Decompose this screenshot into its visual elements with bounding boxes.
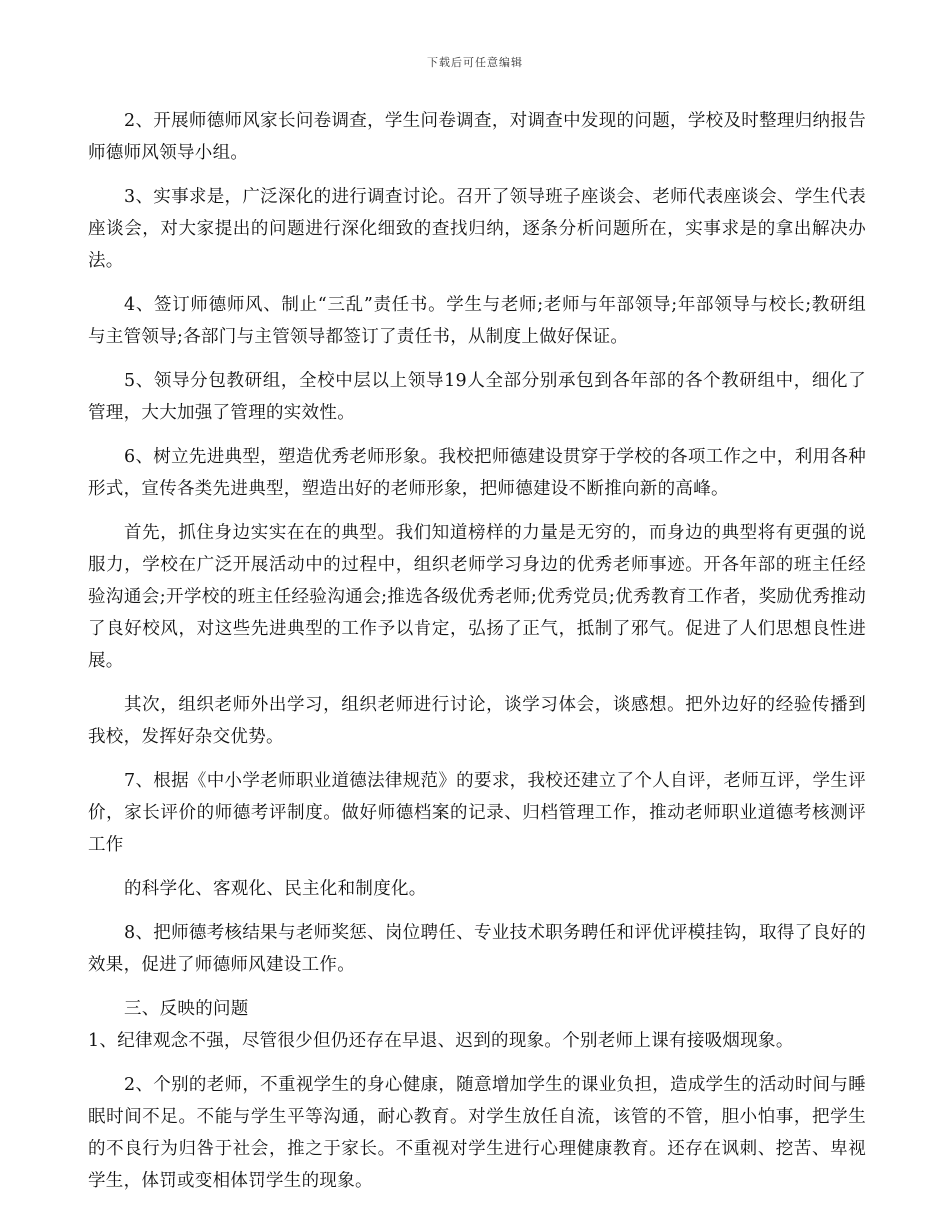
paragraph-item-5: 5、领导分包教研组，全校中层以上领导19人全部分别承包到各年部的各个教研组中，细化了管理，大大加强了管理的实效性。	[88, 371, 866, 423]
paragraph-first-typical: 首先，抓住身边实实在在的典型。我们知道榜样的力量是无穷的，而身边的典型将有更强的说服力，学校在广泛开展活动中的过程中，组织老师学习身边的优秀老师事迹。开各年部的班主任经验沟通会;开学校的班主任经验沟通会;推选各级优秀老师;优秀党员;优秀教育工作者，奖励优秀推动了良好校风，对这些先进典型的工作予以肯定，弘扬了正气，抵制了邪气。促进了人们思想良性进展。	[88, 523, 866, 671]
page-header: 下载后可任意编辑	[427, 56, 523, 69]
paragraph-second-study: 其次，组织老师外出学习，组织老师进行讨论，谈学习体会，谈感想。把外边好的经验传播到我校，发挥好杂交优势。	[88, 695, 866, 747]
paragraph-problem-2: 2、个别的老师，不重视学生的身心健康，随意增加学生的课业负担，造成学生的活动时间与睡眠时间不足。不能与学生平等沟通，耐心教育。对学生放任自流，该管的不管，胆小怕事，把学生的不良行为归咎于社会，推之于家长。不重视对学生进行心理健康教育。还存在讽刺、挖苦、卑视学生，体罚或变相体罚学生的现象。	[88, 1075, 866, 1191]
document-body	[88, 105, 866, 1209]
paragraph-item-3: 3、实事求是，广泛深化的进行调查讨论。召开了领导班子座谈会、老师代表座谈会、学生代表座谈会，对大家提出的问题进行深化细致的查找归纳，逐条分析问题所在，实事求是的拿出解决办法。	[88, 187, 866, 271]
paragraph-item-7-continued: 的科学化、客观化、民主化和制度化。	[124, 879, 427, 899]
paragraph-item-6: 6、树立先进典型，塑造优秀老师形象。我校把师德建设贯穿于学校的各项工作之中，利用各种形式，宣传各类先进典型，塑造出好的老师形象，把师德建设不断推向新的高峰。	[88, 447, 866, 499]
section-heading-problems: 三、反映的问题	[124, 999, 249, 1019]
paragraph-problem-1: 1、纪律观念不强，尽管很少但仍还存在早退、迟到的现象。个别老师上课有接吸烟现象。	[88, 1031, 794, 1051]
paragraph-item-8: 8、把师德考核结果与老师奖惩、岗位聘任、专业技术职务聘任和评优评模挂钩，取得了良好的效果，促进了师德师风建设工作。	[88, 923, 866, 975]
paragraph-item-4: 4、签订师德师风、制止“三乱”责任书。学生与老师;老师与年部领导;年部领导与校长;教研组与主管领导;各部门与主管领导都签订了责任书，从制度上做好保证。	[88, 295, 866, 347]
paragraph-item-2: 2、开展师德师风家长问卷调查，学生问卷调查，对调查中发现的问题，学校及时整理归纳报告师德师风领导小组。	[88, 111, 866, 163]
paragraph-item-7: 7、根据《中小学老师职业道德法律规范》的要求，我校还建立了个人自评，老师互评，学生评价，家长评价的师德考评制度。做好师德档案的记录、归档管理工作，推动老师职业道德考核测评工作	[88, 771, 866, 855]
